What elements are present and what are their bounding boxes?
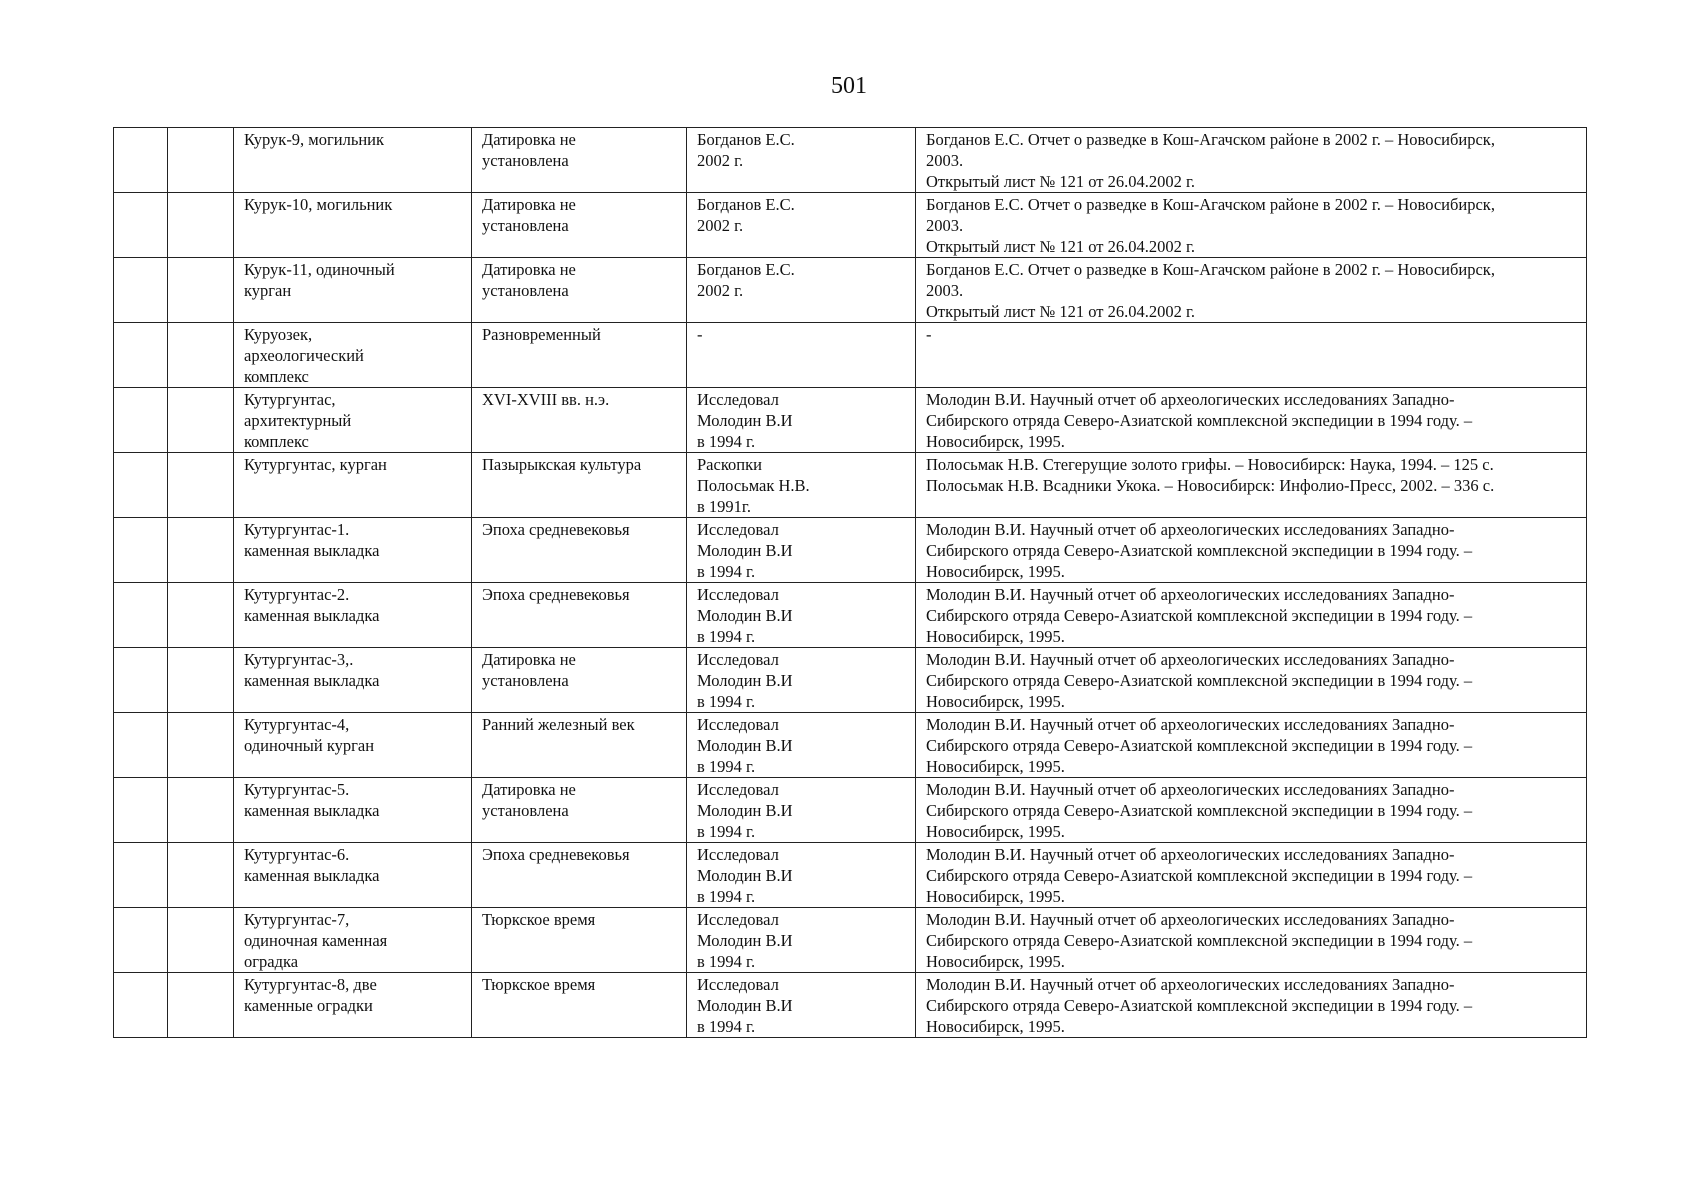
number-cell [114,453,168,518]
site-name-cell: Курук-10, могильник [234,193,472,258]
dating-cell: Датировка не установлена [472,258,687,323]
researcher-cell: Исследовал Молодин В.И в 1994 г. [687,908,916,973]
researcher-cell: Исследовал Молодин В.И в 1994 г. [687,778,916,843]
dating-cell: Тюркское время [472,908,687,973]
researcher-cell: Раскопки Полосьмак Н.В. в 1991г. [687,453,916,518]
code-cell [168,973,234,1038]
table-row [114,583,1587,648]
table-row [114,128,1587,193]
source-cell: Молодин В.И. Научный отчет об археологических исследованиях Западно- Сибирского отряда Северо-Азиатской комплексной экспедиции в 1994 году. – Новосибирск, 1995. [916,908,1587,973]
dating-cell: Датировка не установлена [472,778,687,843]
number-cell [114,258,168,323]
source-cell: Богданов Е.С. Отчет о разведке в Кош-Агачском районе в 2002 г. – Новосибирск, 2003. Открытый лист № 121 от 26.04.2002 г. [916,128,1587,193]
number-cell [114,973,168,1038]
table-row [114,388,1587,453]
monuments-table [113,127,1587,1038]
table-row [114,518,1587,583]
table-row [114,713,1587,778]
researcher-cell: Исследовал Молодин В.И в 1994 г. [687,973,916,1038]
dating-cell: Ранний железный век [472,713,687,778]
table-row [114,193,1587,258]
researcher-cell: - [687,323,916,388]
table-row [114,323,1587,388]
number-cell [114,908,168,973]
source-cell: Молодин В.И. Научный отчет об археологических исследованиях Западно- Сибирского отряда Северо-Азиатской комплексной экспедиции в 1994 году. – Новосибирск, 1995. [916,583,1587,648]
source-cell: Молодин В.И. Научный отчет об археологических исследованиях Западно- Сибирского отряда Северо-Азиатской комплексной экспедиции в 1994 году. – Новосибирск, 1995. [916,843,1587,908]
dating-cell: Датировка не установлена [472,128,687,193]
code-cell [168,518,234,583]
researcher-cell: Богданов Е.С. 2002 г. [687,193,916,258]
dating-cell: Разновременный [472,323,687,388]
code-cell [168,258,234,323]
dating-cell: Эпоха средневековья [472,518,687,583]
number-cell [114,583,168,648]
table-body [114,128,1587,1038]
site-name-cell: Кутургунтас-4, одиночный курган [234,713,472,778]
site-name-cell: Кутургунтас-1. каменная выкладка [234,518,472,583]
code-cell [168,843,234,908]
code-cell [168,388,234,453]
number-cell [114,778,168,843]
dating-cell: Эпоха средневековья [472,583,687,648]
site-name-cell: Куруозек, археологический комплекс [234,323,472,388]
site-name-cell: Кутургунтас-2. каменная выкладка [234,583,472,648]
code-cell [168,583,234,648]
dating-cell: Тюркское время [472,973,687,1038]
site-name-cell: Кутургунтас-8, две каменные оградки [234,973,472,1038]
site-name-cell: Кутургунтас, курган [234,453,472,518]
number-cell [114,128,168,193]
table-row [114,973,1587,1038]
table-row [114,778,1587,843]
researcher-cell: Исследовал Молодин В.И в 1994 г. [687,388,916,453]
table-row [114,258,1587,323]
source-cell: Молодин В.И. Научный отчет об археологических исследованиях Западно- Сибирского отряда Северо-Азиатской комплексной экспедиции в 1994 году. – Новосибирск, 1995. [916,648,1587,713]
table-row [114,453,1587,518]
number-cell [114,843,168,908]
table-row [114,843,1587,908]
code-cell [168,193,234,258]
number-cell [114,193,168,258]
researcher-cell: Исследовал Молодин В.И в 1994 г. [687,648,916,713]
researcher-cell: Исследовал Молодин В.И в 1994 г. [687,583,916,648]
code-cell [168,908,234,973]
table-row [114,908,1587,973]
source-cell: Молодин В.И. Научный отчет об археологических исследованиях Западно- Сибирского отряда Северо-Азиатской комплексной экспедиции в 1994 году. – Новосибирск, 1995. [916,778,1587,843]
site-name-cell: Курук-9, могильник [234,128,472,193]
code-cell [168,128,234,193]
number-cell [114,648,168,713]
code-cell [168,713,234,778]
number-cell [114,388,168,453]
dating-cell: Датировка не установлена [472,193,687,258]
source-cell: Полосьмак Н.В. Стегерущие золото грифы. – Новосибирск: Наука, 1994. – 125 с. Полосьмак Н.В. Всадники Укока. – Новосибирск: Инфолио-Пресс, 2002. – 336 с. [916,453,1587,518]
dating-cell: XVI-XVIII вв. н.э. [472,388,687,453]
site-name-cell: Кутургунтас, архитектурный комплекс [234,388,472,453]
site-name-cell: Курук-11, одиночный курган [234,258,472,323]
site-name-cell: Кутургунтас-3,. каменная выкладка [234,648,472,713]
dating-cell: Эпоха средневековья [472,843,687,908]
dating-cell: Датировка не установлена [472,648,687,713]
source-cell: Богданов Е.С. Отчет о разведке в Кош-Агачском районе в 2002 г. – Новосибирск, 2003. Открытый лист № 121 от 26.04.2002 г. [916,258,1587,323]
dating-cell: Пазырыкская культура [472,453,687,518]
table-row [114,648,1587,713]
researcher-cell: Исследовал Молодин В.И в 1994 г. [687,843,916,908]
code-cell [168,648,234,713]
source-cell: - [916,323,1587,388]
code-cell [168,323,234,388]
page-number: 501 [831,73,867,99]
site-name-cell: Кутургунтас-7, одиночная каменная оградка [234,908,472,973]
researcher-cell: Исследовал Молодин В.И в 1994 г. [687,713,916,778]
number-cell [114,713,168,778]
source-cell: Богданов Е.С. Отчет о разведке в Кош-Агачском районе в 2002 г. – Новосибирск, 2003. Открытый лист № 121 от 26.04.2002 г. [916,193,1587,258]
researcher-cell: Богданов Е.С. 2002 г. [687,258,916,323]
code-cell [168,453,234,518]
number-cell [114,518,168,583]
number-cell [114,323,168,388]
researcher-cell: Исследовал Молодин В.И в 1994 г. [687,518,916,583]
researcher-cell: Богданов Е.С. 2002 г. [687,128,916,193]
source-cell: Молодин В.И. Научный отчет об археологических исследованиях Западно- Сибирского отряда Северо-Азиатской комплексной экспедиции в 1994 году. – Новосибирск, 1995. [916,388,1587,453]
site-name-cell: Кутургунтас-6. каменная выкладка [234,843,472,908]
site-name-cell: Кутургунтас-5. каменная выкладка [234,778,472,843]
source-cell: Молодин В.И. Научный отчет об археологических исследованиях Западно- Сибирского отряда Северо-Азиатской комплексной экспедиции в 1994 году. – Новосибирск, 1995. [916,973,1587,1038]
source-cell: Молодин В.И. Научный отчет об археологических исследованиях Западно- Сибирского отряда Северо-Азиатской комплексной экспедиции в 1994 году. – Новосибирск, 1995. [916,713,1587,778]
source-cell: Молодин В.И. Научный отчет об археологических исследованиях Западно- Сибирского отряда Северо-Азиатской комплексной экспедиции в 1994 году. – Новосибирск, 1995. [916,518,1587,583]
code-cell [168,778,234,843]
